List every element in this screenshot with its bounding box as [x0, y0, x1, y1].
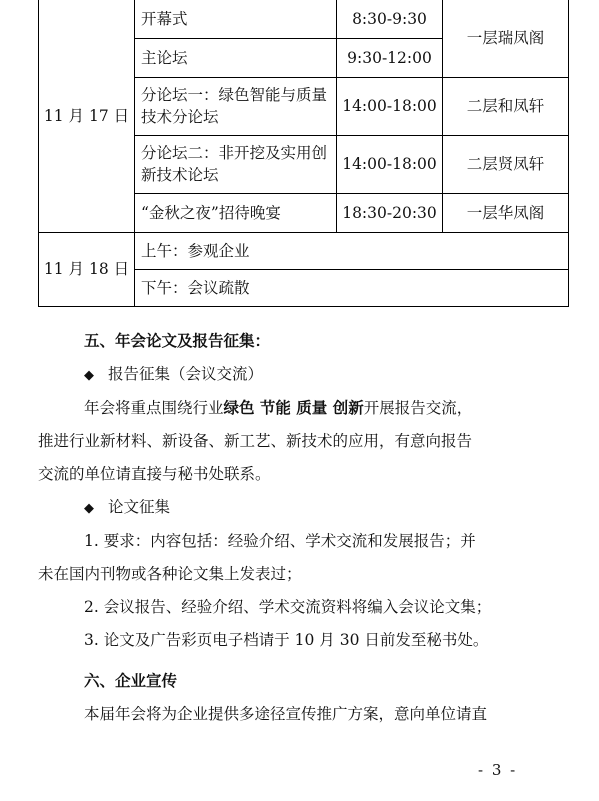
paragraph-line: 交流的单位请直接与秘书处联系。: [38, 465, 271, 483]
schedule-row: [39, 232, 569, 269]
section-heading: 五、年会论文及报告征集：: [84, 332, 271, 350]
time-cell: 9:30-12:00: [337, 38, 443, 77]
time-cell: 18:30-20:30: [337, 193, 443, 232]
diamond-bullet-icon: ◆: [84, 501, 94, 516]
subsection-title-text: 论文征集: [108, 498, 171, 516]
paragraph: [38, 392, 568, 425]
keywords-text: 绿色 节能 质量 创新: [223, 399, 364, 417]
venue-cell: 一层华凤阁: [443, 193, 569, 232]
date-cell: 11 月 18 日: [39, 232, 135, 306]
event-cell: 开幕式: [135, 0, 337, 38]
section-5: [38, 325, 568, 657]
event-cell: 分论坛一：绿色智能与质量技术分论坛: [135, 77, 337, 135]
event-cell: 上午：参观企业: [135, 232, 569, 269]
schedule-table: [38, 0, 569, 307]
section-6: [38, 665, 568, 731]
venue-cell: 二层贤凤轩: [443, 135, 569, 193]
paragraph-line: 推进行业新材料、新设备、新工艺、新技术的应用，有意向报告: [38, 432, 473, 450]
list-item: 2. 会议报告、经验介绍、学术交流资料将编入会议论文集；: [84, 598, 492, 616]
page-number: - 3 -: [478, 761, 518, 779]
date-cell: 11 月 17 日: [39, 0, 135, 232]
schedule-row: [39, 0, 569, 38]
list-item: 1. 要求：内容包括：经验介绍、学术交流和发展报告；并: [84, 532, 476, 550]
list-item-continued: 未在国内刊物或各种论文集上发表过；: [38, 565, 302, 583]
event-cell: 下午：会议疏散: [135, 269, 569, 306]
subsection-title-text: 报告征集（会议交流）: [108, 365, 264, 383]
time-cell: 14:00-18:00: [337, 77, 443, 135]
time-cell: 8:30-9:30: [337, 0, 443, 38]
subsection-title: [38, 491, 568, 525]
event-cell: 分论坛二：非开挖及实用创新技术论坛: [135, 135, 337, 193]
venue-cell: 二层和凤轩: [443, 77, 569, 135]
subsection-title: [38, 358, 568, 392]
list-item: 3. 论文及广告彩页电子档请于 10 月 30 日前发至秘书处。: [84, 631, 489, 649]
diamond-bullet-icon: ◆: [84, 368, 94, 383]
paragraph-text: 开展报告交流，: [363, 399, 473, 417]
venue-cell: 一层瑞凤阁: [443, 0, 569, 77]
event-cell: 主论坛: [135, 38, 337, 77]
section-heading: 六、企业宣传: [84, 672, 178, 690]
paragraph-line: 本届年会将为企业提供多途径宣传推广方案，意向单位请直: [84, 705, 488, 723]
time-cell: 14:00-18:00: [337, 135, 443, 193]
event-cell: “金秋之夜”招待晚宴: [135, 193, 337, 232]
paragraph-text: 年会将重点围绕行业: [84, 399, 224, 417]
